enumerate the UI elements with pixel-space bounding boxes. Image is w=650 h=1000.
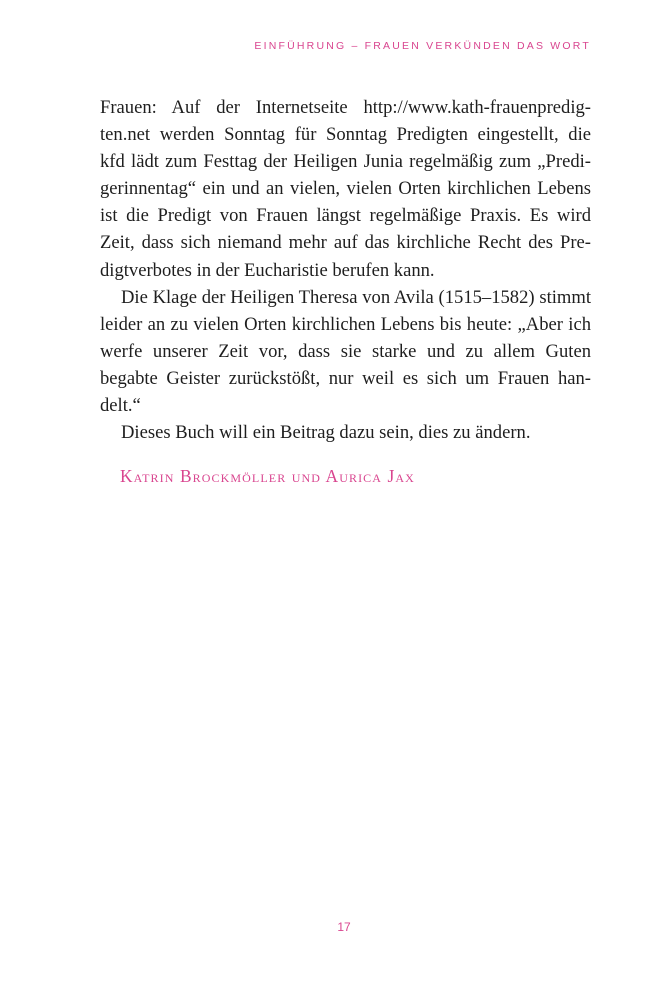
text-line: digtverbotes in der Eucharistie berufen kann. <box>100 259 435 281</box>
text-line: Dieses Buch will ein Beitrag dazu sein, dies zu ändern. <box>121 422 531 444</box>
text-line: gerinnentag“ ein und an vielen, vielen Orten kirchlichen Lebens <box>100 178 591 200</box>
author-signature: Katrin Brockmöller und Aurica Jax <box>120 466 415 486</box>
text-line: ten.net werden Sonntag für Sonntag Predigten eingestellt, die <box>100 124 591 146</box>
text-line: Die Klage der Heiligen Theresa von Avila (1515–1582) stimmt <box>121 286 591 308</box>
running-head: EINFÜHRUNG – FRAUEN VERKÜNDEN DAS WORT <box>254 40 591 52</box>
body-text <box>100 94 591 446</box>
page-number: 17 <box>337 920 351 934</box>
text-line: Frauen: Auf der Internetseite http://www.kath-frauenpredig- <box>100 97 591 118</box>
text-line: ist die Predigt von Frauen längst regelmäßige Praxis. Es wird <box>100 205 591 227</box>
text-line: leider an zu vielen Orten kirchlichen Lebens bis heute: „Aber ich <box>100 313 591 335</box>
text-line: Zeit, dass sich niemand mehr auf das kirchliche Recht des Pre- <box>100 232 591 254</box>
text-line: werfe unserer Zeit vor, dass sie starke und zu allem Guten <box>100 340 591 362</box>
text-line: kfd lädt zum Festtag der Heiligen Junia regelmäßig zum „Predi- <box>100 151 591 173</box>
text-line: begabte Geister zurückstößt, nur weil es sich um Frauen han- <box>100 367 591 389</box>
text-line: delt.“ <box>100 395 141 417</box>
